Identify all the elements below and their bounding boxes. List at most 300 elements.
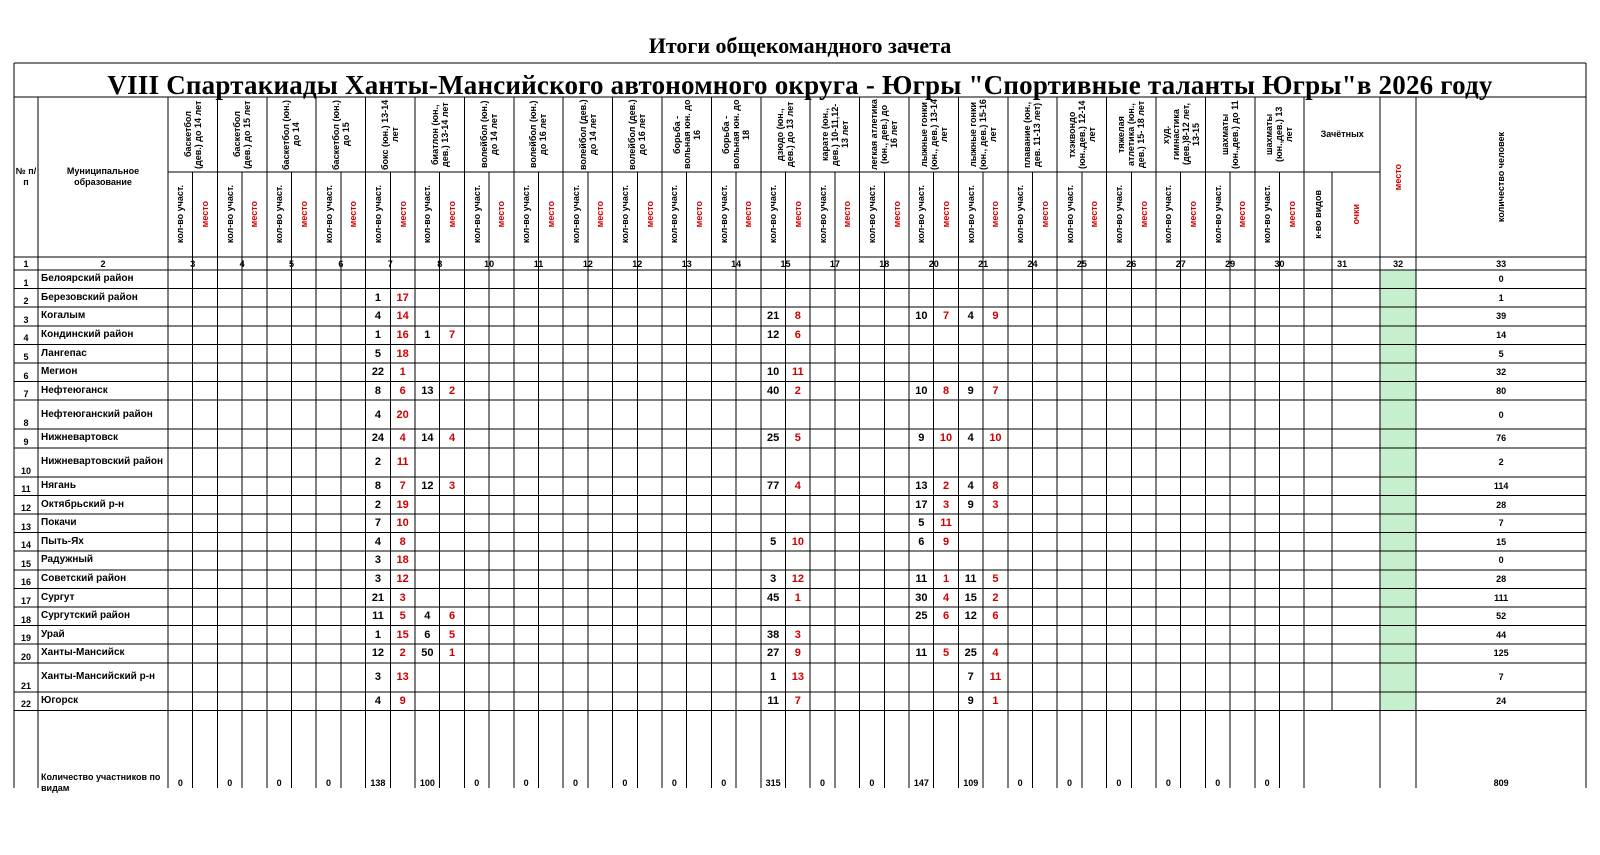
participant-count: 21 bbox=[371, 591, 385, 604]
place-header bbox=[983, 172, 1008, 257]
count-header-text: кол-во участ. bbox=[916, 185, 927, 244]
count-header-text: кол-во участ. bbox=[1064, 185, 1075, 244]
place-header bbox=[390, 172, 415, 257]
sport-header-10 bbox=[613, 97, 662, 172]
sport-header-23 bbox=[1255, 97, 1304, 172]
people-count: 28 bbox=[1496, 499, 1507, 510]
participant-count: 22 bbox=[371, 366, 385, 379]
column-number: 8 bbox=[437, 258, 443, 269]
participant-count: 1 bbox=[424, 329, 431, 342]
count-header-text: кол-во участ. bbox=[323, 185, 334, 244]
sport-place: 18 bbox=[396, 347, 409, 360]
place-header bbox=[835, 172, 860, 257]
participant-count: 9 bbox=[967, 498, 974, 511]
sport-place: 2 bbox=[992, 591, 999, 604]
sport-place: 7 bbox=[942, 310, 950, 323]
municipality-name: Березовский район bbox=[41, 291, 138, 303]
totals-value: 0 bbox=[573, 777, 579, 788]
municipality-name: Радужный bbox=[41, 554, 94, 566]
sport-place: 10 bbox=[791, 535, 804, 548]
kinds-header-text: к-во видов bbox=[1313, 190, 1324, 239]
municipality-name: Нягань bbox=[41, 480, 76, 492]
municipality-name: Мегион bbox=[41, 366, 78, 378]
sport-place: 7 bbox=[794, 695, 801, 708]
totals-value: 0 bbox=[227, 777, 233, 788]
place-header bbox=[193, 172, 218, 257]
count-header-text: кол-во участ. bbox=[1015, 185, 1026, 244]
totals-value: 0 bbox=[1215, 777, 1221, 788]
place-header bbox=[736, 172, 761, 257]
sport-place: 9 bbox=[399, 695, 406, 708]
count-header bbox=[662, 172, 687, 257]
column-number: 14 bbox=[731, 258, 742, 269]
sport-place: 6 bbox=[399, 384, 406, 397]
municipality-name: Нефтеюганск bbox=[41, 384, 108, 396]
sport-header-16 bbox=[909, 97, 958, 172]
points-header-text: очки bbox=[1351, 204, 1362, 225]
place-header bbox=[786, 172, 811, 257]
people-count: 44 bbox=[1496, 629, 1507, 640]
people-count: 80 bbox=[1496, 385, 1507, 396]
place-header-text: место bbox=[1039, 201, 1050, 228]
participant-count: 50 bbox=[421, 647, 434, 660]
totals-value: 0 bbox=[869, 777, 875, 788]
place-header bbox=[934, 172, 959, 257]
count-header bbox=[316, 172, 341, 257]
sport-header-6-text: биатлон (юн., дев.) 13-14 лет bbox=[429, 102, 450, 167]
municipality-name: Советский район bbox=[41, 573, 127, 585]
sport-place: 1 bbox=[448, 647, 456, 660]
place-header bbox=[292, 172, 317, 257]
count-header-text: кол-во участ. bbox=[521, 185, 532, 244]
sport-header-15 bbox=[860, 97, 909, 172]
count-header bbox=[909, 172, 934, 257]
sport-place: 8 bbox=[794, 310, 801, 323]
sport-header-4-text: баскетбол (юн.) до 15 bbox=[330, 99, 351, 170]
count-header-text: кол-во участ. bbox=[175, 185, 186, 244]
sport-place: 6 bbox=[794, 329, 801, 342]
participant-count: 7 bbox=[967, 671, 974, 684]
sport-header-17 bbox=[958, 97, 1007, 172]
row-number: 17 bbox=[20, 595, 31, 606]
people-count: 0 bbox=[1498, 409, 1504, 420]
place-header-text: место bbox=[447, 201, 458, 228]
people-count: 0 bbox=[1498, 274, 1504, 285]
place-header-text: место bbox=[891, 201, 902, 228]
report-subtitle: VIII Спартакиады Ханты-Мансийского автономного округа - Югры "Спортивные таланты Югры"в 2026 году bbox=[107, 70, 1493, 100]
participant-count: 12 bbox=[421, 480, 434, 493]
people-header bbox=[1416, 97, 1586, 257]
sport-header-4 bbox=[316, 97, 365, 172]
row-number: 12 bbox=[20, 502, 31, 513]
municipality-name: Октябрьский р-н bbox=[41, 498, 125, 510]
column-number: 1 bbox=[23, 258, 29, 269]
count-header-text: кол-во участ. bbox=[1113, 185, 1124, 244]
sport-place: 8 bbox=[399, 535, 406, 548]
place-header bbox=[1033, 172, 1058, 257]
participant-count: 77 bbox=[767, 480, 780, 493]
totals-value: 0 bbox=[523, 777, 529, 788]
totals-value: 138 bbox=[370, 777, 386, 788]
row-number: 2 bbox=[23, 296, 29, 307]
column-number: 12 bbox=[632, 258, 643, 269]
participant-count: 12 bbox=[767, 329, 780, 342]
sport-place: 11 bbox=[792, 366, 804, 379]
count-header bbox=[1156, 172, 1181, 257]
sport-header-9-text: волейбол (дев.) до 14 лет bbox=[577, 99, 598, 170]
sport-place: 6 bbox=[448, 610, 456, 623]
people-count: 32 bbox=[1496, 367, 1507, 378]
municipality-name: Сургутский район bbox=[41, 610, 130, 622]
place-header-text: место bbox=[1188, 201, 1199, 228]
report-title: Итоги общекомандного зачета bbox=[648, 33, 952, 58]
people-count: 28 bbox=[1496, 574, 1507, 585]
sport-place: 1 bbox=[399, 366, 406, 379]
place-header-text: место bbox=[842, 201, 853, 228]
column-number: 24 bbox=[1027, 258, 1038, 269]
place-header bbox=[1131, 172, 1156, 257]
place-header bbox=[637, 172, 662, 257]
participant-count: 5 bbox=[918, 517, 925, 530]
sport-header-12-text: борьба - вольная юн. до 18 bbox=[721, 99, 752, 170]
count-header-text: кол-во участ. bbox=[866, 185, 877, 244]
count-header bbox=[217, 172, 242, 257]
sport-place: 6 bbox=[942, 610, 950, 623]
participant-count: 4 bbox=[374, 695, 381, 708]
place-header bbox=[539, 172, 564, 257]
row-number: 15 bbox=[20, 558, 31, 569]
sport-header-10-text: волейбол (дев.) до 16 лет bbox=[627, 99, 648, 170]
count-header-text: кол-во участ. bbox=[817, 185, 828, 244]
participant-count: 3 bbox=[374, 671, 381, 684]
place-header-text: место bbox=[348, 201, 359, 228]
participant-count: 9 bbox=[918, 432, 925, 445]
column-number: 33 bbox=[1496, 258, 1507, 269]
sport-place: 12 bbox=[791, 573, 804, 586]
place-header-text: место bbox=[644, 201, 655, 228]
count-header-text: кол-во участ. bbox=[1163, 185, 1174, 244]
sport-header-13 bbox=[761, 97, 810, 172]
count-header bbox=[1205, 172, 1230, 257]
participant-count: 4 bbox=[967, 432, 974, 445]
participant-count: 11 bbox=[915, 647, 928, 660]
place-header bbox=[341, 172, 366, 257]
participant-count: 25 bbox=[964, 647, 977, 660]
sport-place: 16 bbox=[396, 329, 409, 342]
participant-count: 3 bbox=[374, 554, 381, 567]
column-number: 12 bbox=[582, 258, 593, 269]
place-header-text: место bbox=[792, 201, 803, 228]
row-number: 22 bbox=[20, 699, 31, 710]
totals-value: 0 bbox=[276, 777, 282, 788]
people-header-text: количество человек bbox=[1496, 131, 1507, 223]
sport-header-12 bbox=[711, 97, 760, 172]
sport-header-21-text: худ. гимнастика (дев.)8-12 лет, 13-15 bbox=[1160, 103, 1201, 166]
sport-place: 5 bbox=[942, 647, 950, 660]
municipality-name: Урай bbox=[41, 628, 65, 640]
sport-place: 3 bbox=[942, 498, 950, 511]
municipality-name: Нефтеюганский район bbox=[41, 408, 153, 420]
column-number: 26 bbox=[1126, 258, 1137, 269]
count-header-text: кол-во участ. bbox=[619, 185, 630, 244]
municipality-name: Белоярский район bbox=[41, 273, 134, 285]
sport-header-5 bbox=[366, 97, 415, 172]
place-header bbox=[440, 172, 465, 257]
sport-place: 2 bbox=[794, 384, 801, 397]
totals-value: 109 bbox=[963, 777, 979, 788]
people-count: 39 bbox=[1496, 311, 1507, 322]
row-number: 13 bbox=[20, 521, 31, 532]
row-number: 11 bbox=[21, 484, 31, 495]
column-number: 27 bbox=[1175, 258, 1186, 269]
participant-count: 24 bbox=[371, 432, 385, 445]
sport-place: 12 bbox=[396, 573, 409, 586]
sport-header-11 bbox=[662, 97, 711, 172]
sport-place: 4 bbox=[992, 647, 999, 660]
column-number: 31 bbox=[1337, 258, 1348, 269]
column-number: 4 bbox=[239, 258, 245, 269]
participant-count: 4 bbox=[967, 480, 974, 493]
place-header-text: место bbox=[200, 201, 211, 228]
people-count: 15 bbox=[1496, 536, 1507, 547]
sport-place: 1 bbox=[992, 695, 999, 708]
column-number: 32 bbox=[1393, 258, 1404, 269]
totals-value: 0 bbox=[820, 777, 826, 788]
place-header bbox=[1280, 172, 1305, 257]
row-number: 6 bbox=[23, 370, 29, 381]
participant-count: 4 bbox=[374, 310, 381, 323]
place-header bbox=[242, 172, 267, 257]
totals-label: Количество участников по видам bbox=[41, 771, 161, 793]
count-header-text: кол-во участ. bbox=[965, 185, 976, 244]
sport-place: 18 bbox=[396, 554, 409, 567]
count-header-text: кол-во участ. bbox=[422, 185, 433, 244]
sport-place: 13 bbox=[396, 671, 409, 684]
place-header bbox=[1181, 172, 1206, 257]
count-header-text: кол-во участ. bbox=[669, 185, 680, 244]
sport-place: 20 bbox=[396, 408, 409, 421]
participant-count: 6 bbox=[424, 628, 431, 641]
participant-count: 10 bbox=[915, 310, 928, 323]
place-header-text: место bbox=[1237, 201, 1248, 228]
column-number: 17 bbox=[829, 258, 840, 269]
totals-value: 0 bbox=[1067, 777, 1073, 788]
place-header-text: место bbox=[496, 201, 507, 228]
place-header-text: место bbox=[298, 201, 309, 228]
people-count: 1 bbox=[1498, 292, 1504, 303]
participant-count: 1 bbox=[374, 628, 381, 641]
sport-place: 5 bbox=[992, 573, 999, 586]
place-header bbox=[489, 172, 514, 257]
count-header bbox=[168, 172, 193, 257]
count-header bbox=[1057, 172, 1082, 257]
row-number: 10 bbox=[20, 465, 31, 476]
column-number: 13 bbox=[681, 258, 692, 269]
place-header bbox=[884, 172, 909, 257]
sport-place: 4 bbox=[794, 480, 801, 493]
totals-value: 0 bbox=[1264, 777, 1270, 788]
row-number: 3 bbox=[23, 314, 29, 325]
sport-place: 1 bbox=[794, 591, 801, 604]
municipality-name: Ханты-Мансийск bbox=[41, 647, 125, 659]
sport-header-17-text: лыжные гонки (юн., дев.) 15-16 лет bbox=[968, 99, 999, 170]
participant-count: 25 bbox=[915, 610, 928, 623]
sport-place: 17 bbox=[396, 291, 409, 304]
totals-people: 809 bbox=[1493, 777, 1509, 788]
place-header-text: место bbox=[990, 201, 1001, 228]
column-number: 25 bbox=[1076, 258, 1087, 269]
column-number: 20 bbox=[928, 258, 939, 269]
count-header bbox=[613, 172, 638, 257]
count-header bbox=[514, 172, 539, 257]
totals-value: 0 bbox=[474, 777, 480, 788]
participant-count: 2 bbox=[374, 498, 381, 511]
participant-count: 5 bbox=[374, 347, 381, 360]
sport-place: 3 bbox=[448, 480, 456, 493]
sport-header-21 bbox=[1156, 97, 1205, 172]
sport-header-19-text: тхэквондо (юн.,дев.) 12-14 лет bbox=[1066, 100, 1097, 169]
sport-header-18-text: плавание (юн., дев. 11-13 лет) bbox=[1022, 101, 1043, 168]
participant-count: 13 bbox=[421, 384, 434, 397]
sport-place: 4 bbox=[399, 432, 406, 445]
column-number: 5 bbox=[288, 258, 294, 269]
municipality-name: Лангепас bbox=[41, 347, 87, 359]
municipality-name: Когалым bbox=[41, 310, 86, 322]
municipality-name: Сургут bbox=[41, 591, 75, 603]
sport-place: 2 bbox=[942, 480, 950, 493]
row-number: 20 bbox=[20, 651, 31, 662]
people-count: 0 bbox=[1498, 555, 1504, 566]
totals-value: 0 bbox=[1017, 777, 1023, 788]
people-count: 24 bbox=[1496, 696, 1507, 707]
sport-header-15-text: легкая атлетика (юн., дев.) до 16 лет bbox=[869, 99, 900, 170]
count-header bbox=[810, 172, 835, 257]
participant-count: 17 bbox=[915, 498, 928, 511]
column-number: 21 bbox=[978, 258, 989, 269]
row-number: 18 bbox=[20, 614, 31, 625]
sport-header-22 bbox=[1205, 97, 1254, 172]
header-number: № п/п bbox=[15, 166, 37, 187]
sport-header-8-text: волейбол (юн.) до 16 лет bbox=[528, 100, 549, 169]
header-municipality: Муниципальное образование bbox=[66, 166, 140, 187]
municipality-name: Нижневартовский район bbox=[41, 456, 163, 468]
row-number: 9 bbox=[23, 436, 29, 447]
participant-count: 9 bbox=[967, 695, 974, 708]
sport-place: 14 bbox=[396, 310, 409, 323]
municipality-name: Пыть-Ях bbox=[41, 535, 84, 547]
count-header bbox=[1255, 172, 1280, 257]
place-header-text: место bbox=[595, 201, 606, 228]
sport-header-14 bbox=[810, 97, 859, 172]
count-header-text: кол-во участ. bbox=[274, 185, 285, 244]
participant-count: 30 bbox=[915, 591, 928, 604]
row-number: 16 bbox=[20, 577, 31, 588]
participant-count: 11 bbox=[915, 573, 928, 586]
sport-place: 11 bbox=[940, 517, 952, 530]
people-count: 125 bbox=[1493, 648, 1509, 659]
points-header bbox=[1332, 172, 1380, 257]
sport-header-6 bbox=[415, 97, 464, 172]
people-count: 5 bbox=[1498, 348, 1504, 359]
sport-header-1 bbox=[168, 97, 217, 172]
totals-value: 100 bbox=[419, 777, 435, 788]
sport-place: 6 bbox=[992, 610, 999, 623]
sport-place: 4 bbox=[942, 591, 950, 604]
sport-place: 3 bbox=[399, 591, 406, 604]
people-count: 2 bbox=[1498, 457, 1504, 468]
participant-count: 1 bbox=[374, 329, 381, 342]
count-header-text: кол-во участ. bbox=[1212, 185, 1223, 244]
municipality-name: Нижневартовск bbox=[41, 432, 118, 444]
count-header bbox=[711, 172, 736, 257]
sport-place: 10 bbox=[939, 432, 953, 445]
count-header-text: кол-во участ. bbox=[1262, 185, 1273, 244]
column-number: 2 bbox=[100, 258, 106, 269]
sport-place: 19 bbox=[396, 498, 409, 511]
sport-header-18 bbox=[1008, 97, 1057, 172]
sport-place: 10 bbox=[989, 432, 1002, 445]
place-header-text: место bbox=[545, 201, 556, 228]
overall-place-header bbox=[1380, 97, 1416, 257]
sport-place: 5 bbox=[448, 628, 456, 641]
sport-header-1-text: баскетбол (дев.) до 14 лет bbox=[182, 100, 203, 169]
totals-value: 315 bbox=[765, 777, 781, 788]
participant-count: 4 bbox=[374, 408, 381, 421]
place-header bbox=[588, 172, 613, 257]
municipality-name: Покачи bbox=[41, 517, 77, 529]
place-header bbox=[1082, 172, 1107, 257]
participant-count: 13 bbox=[915, 480, 928, 493]
participant-count: 1 bbox=[374, 291, 381, 304]
sport-place: 5 bbox=[399, 610, 406, 623]
totals-value: 0 bbox=[671, 777, 677, 788]
row-number: 8 bbox=[23, 418, 29, 429]
place-header-text: место bbox=[694, 201, 705, 228]
participant-count: 10 bbox=[915, 384, 928, 397]
count-header bbox=[415, 172, 440, 257]
count-header-text: кол-во участ. bbox=[718, 185, 729, 244]
count-header bbox=[761, 172, 786, 257]
participant-count: 4 bbox=[374, 535, 381, 548]
participant-count: 11 bbox=[372, 610, 384, 623]
count-header-text: кол-во участ. bbox=[768, 185, 779, 244]
sport-place: 13 bbox=[791, 671, 804, 684]
participant-count: 12 bbox=[964, 610, 977, 623]
place-header-text: место bbox=[1286, 201, 1297, 228]
participant-count: 1 bbox=[770, 671, 777, 684]
count-header bbox=[366, 172, 391, 257]
sport-place: 1 bbox=[942, 573, 950, 586]
count-header bbox=[563, 172, 588, 257]
people-count: 7 bbox=[1498, 672, 1504, 683]
participant-count: 27 bbox=[767, 647, 780, 660]
sport-header-7-text: волейбол (юн.) до 14 лет bbox=[479, 100, 500, 169]
participant-count: 11 bbox=[964, 573, 977, 586]
count-header-text: кол-во участ. bbox=[570, 185, 581, 244]
participant-count: 12 bbox=[371, 647, 385, 660]
sport-place: 8 bbox=[942, 384, 950, 397]
sport-header-22-text: шахматы (юн.,дев.) до 11 bbox=[1220, 100, 1241, 169]
sport-header-5-text: бокс (юн.) 13-14 лет bbox=[380, 99, 401, 170]
column-number: 10 bbox=[484, 258, 495, 269]
sport-place: 2 bbox=[399, 647, 406, 660]
sport-header-3 bbox=[267, 97, 316, 172]
totals-value: 0 bbox=[326, 777, 332, 788]
row-number: 14 bbox=[20, 540, 31, 551]
municipality-name: Ханты-Мансийский р-н bbox=[41, 671, 156, 683]
participant-count: 40 bbox=[767, 384, 780, 397]
row-number: 4 bbox=[23, 333, 29, 344]
